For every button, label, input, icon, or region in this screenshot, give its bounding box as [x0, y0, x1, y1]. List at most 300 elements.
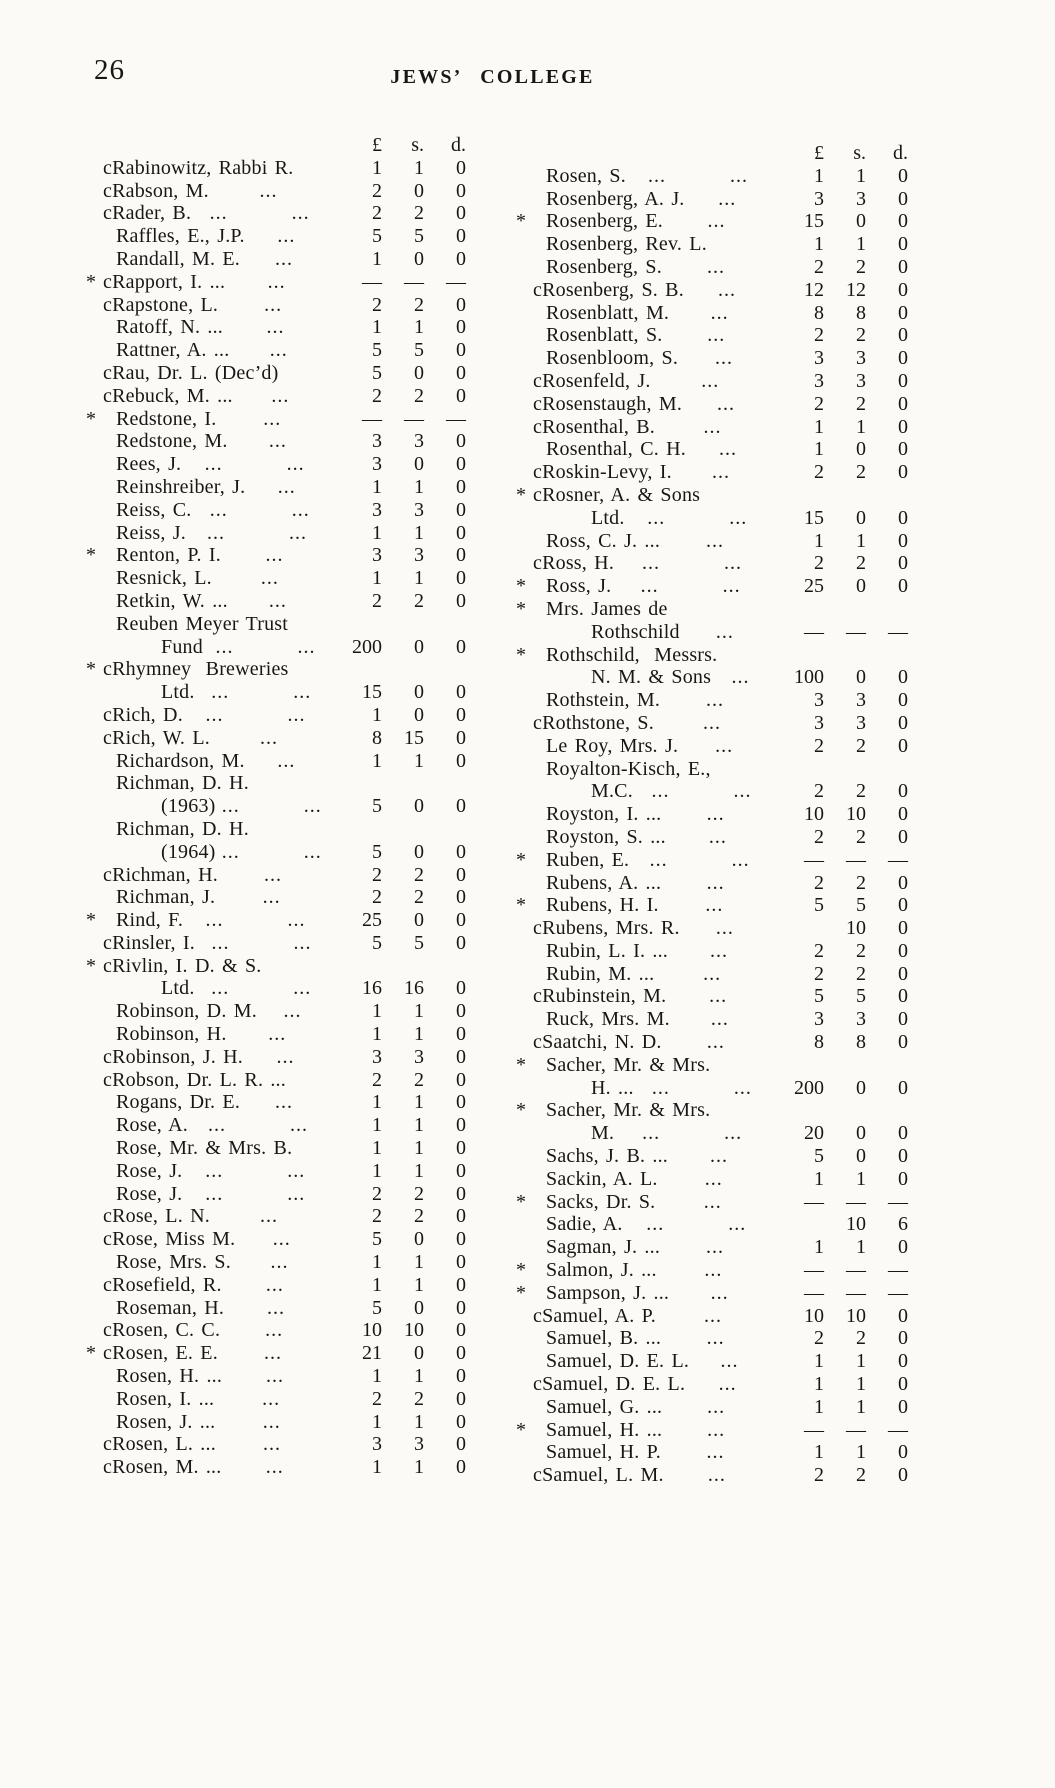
amount-pounds: 1 [372, 567, 382, 590]
amount-pounds: 2 [372, 589, 382, 612]
amount-pence: 0 [456, 339, 466, 362]
amount-pence: 0 [456, 749, 466, 772]
amount-pounds: 5 [372, 795, 382, 818]
amount-pence: 0 [456, 293, 466, 316]
donor-name: Reinshreiber, J. [116, 475, 246, 498]
amount-pounds: 1 [372, 1456, 382, 1479]
amount-pence: 0 [898, 1395, 908, 1418]
amount-pounds: 2 [814, 1327, 824, 1350]
amount-shillings: — [404, 407, 424, 430]
amount-pence: 0 [456, 430, 466, 453]
donor-name: Rosenberg, A. J. [546, 187, 685, 210]
donor-name: Ltd. [161, 681, 195, 704]
leader-dots: ... [715, 620, 734, 643]
amount-shillings: — [846, 1190, 866, 1213]
table-row [516, 575, 908, 598]
table-row [86, 886, 466, 909]
table-row [86, 1114, 466, 1137]
amount-pence: 0 [898, 278, 908, 301]
donor-name: Royalton-Kisch, E., [546, 757, 711, 780]
amount-pounds: — [804, 848, 824, 871]
leader-dots: ... [265, 1456, 284, 1479]
leader-dots: ... ... [209, 202, 310, 225]
amount-pounds: 2 [372, 1205, 382, 1228]
amount-pounds: 16 [362, 977, 382, 1000]
amount-shillings: 3 [414, 1433, 424, 1456]
amount-shillings: 3 [856, 347, 866, 370]
amount-shillings: 1 [414, 1273, 424, 1296]
table-row [516, 347, 908, 370]
leader-dots: ... [707, 210, 726, 233]
amount-pounds: 5 [372, 840, 382, 863]
table-row [86, 271, 466, 294]
amount-shillings: 1 [414, 1023, 424, 1046]
amount-pounds: 2 [814, 780, 824, 803]
leader-dots: ... [710, 301, 729, 324]
amount-shillings: 12 [846, 278, 866, 301]
donor-name: Robinson, H. [116, 1023, 227, 1046]
donor-name: Mrs. James de [546, 597, 668, 620]
table-row [516, 233, 908, 256]
table-row [516, 1282, 908, 1305]
amount-pounds: 3 [814, 347, 824, 370]
amount-shillings: 0 [856, 210, 866, 233]
amount-pence: 0 [898, 438, 908, 461]
table-row [516, 872, 908, 895]
donor-name: cRubinstein, M. [533, 985, 667, 1008]
amount-shillings: 0 [414, 1228, 424, 1251]
amount-pence: 0 [456, 681, 466, 704]
donor-name: Royston, S. ... [546, 825, 666, 848]
amount-pence: 0 [898, 552, 908, 575]
donor-list-right-column [516, 142, 908, 1487]
amount-pounds: 8 [372, 726, 382, 749]
amount-pence: — [888, 1190, 908, 1213]
amount-pounds: 1 [814, 1373, 824, 1396]
leader-dots: ... [703, 962, 722, 985]
table-row [516, 1373, 908, 1396]
amount-shillings: 10 [846, 1213, 866, 1236]
shillings-header: s. [853, 142, 866, 164]
amount-shillings: 1 [414, 567, 424, 590]
amount-pence: 0 [456, 931, 466, 954]
amount-pounds: 2 [814, 734, 824, 757]
amount-shillings: 1 [414, 1137, 424, 1160]
donor-name: M. [591, 1122, 615, 1145]
amount-pence: 0 [456, 316, 466, 339]
table-row [86, 864, 466, 887]
leader-dots: ... ... [211, 681, 312, 704]
table-row [86, 1205, 466, 1228]
donor-name: Ross, J. [546, 575, 612, 598]
amount-pounds: 1 [372, 1137, 382, 1160]
amount-shillings: 2 [856, 780, 866, 803]
donor-name: Salmon, J. ... [546, 1259, 657, 1282]
table-row [86, 658, 466, 681]
covenant-star: * [516, 1053, 526, 1076]
table-row [516, 507, 908, 530]
covenant-star: * [516, 1418, 526, 1441]
table-row [86, 590, 466, 613]
leader-dots: ... ... [204, 453, 305, 476]
donor-name: Ruben, E. [546, 848, 630, 871]
leader-dots: ... ... [205, 703, 306, 726]
amount-pounds: 5 [372, 225, 382, 248]
amount-pounds: 1 [814, 1167, 824, 1190]
donor-name: cRose, L. N. [103, 1205, 210, 1228]
amount-pounds: 15 [362, 681, 382, 704]
covenant-star: * [516, 575, 526, 598]
leader-dots: ... [707, 1464, 726, 1487]
amount-shillings: 1 [856, 1373, 866, 1396]
leader-dots: ... ... [211, 977, 312, 1000]
amount-pounds: 21 [362, 1342, 382, 1365]
donor-name: Richman, D. H. [116, 772, 249, 795]
donor-name: cRich, W. L. [103, 726, 210, 749]
amount-pounds: 1 [814, 1395, 824, 1418]
amount-pounds: 200 [794, 1076, 824, 1099]
amount-pence: 0 [898, 894, 908, 917]
amount-shillings: 2 [414, 1068, 424, 1091]
amount-shillings: 5 [414, 225, 424, 248]
table-row [86, 499, 466, 522]
amount-shillings: — [846, 1259, 866, 1282]
table-row [86, 1342, 466, 1365]
leader-dots: ... ... [646, 1213, 747, 1236]
amount-pounds: 2 [372, 179, 382, 202]
amount-shillings: 0 [856, 1145, 866, 1168]
donor-name: cRosen, M. ... [103, 1456, 222, 1479]
amount-pence: 0 [898, 1008, 908, 1031]
amount-pounds: 3 [814, 187, 824, 210]
covenant-star: * [516, 597, 526, 620]
amount-shillings: 0 [856, 506, 866, 529]
donor-name: cRau, Dr. L. (Dec’d) [103, 361, 279, 384]
donor-name: Reiss, J. [116, 521, 186, 544]
amount-shillings: 1 [856, 1350, 866, 1373]
table-row [86, 1046, 466, 1069]
donor-name: Samuel, D. E. L. [546, 1350, 690, 1373]
donor-name: Rosen, H. ... [116, 1365, 223, 1388]
amount-pence: 0 [898, 529, 908, 552]
leader-dots: ... [259, 726, 278, 749]
table-row [86, 1137, 466, 1160]
leader-dots: ... [703, 1190, 722, 1213]
amount-pence: 0 [898, 210, 908, 233]
amount-shillings: 1 [856, 164, 866, 187]
amount-pence: — [446, 407, 466, 430]
amount-shillings: 10 [404, 1319, 424, 1342]
table-row [86, 681, 466, 704]
donor-name: cRosefield, R. [103, 1273, 222, 1296]
donor-name: cSamuel, L. M. [533, 1464, 664, 1487]
table-row [516, 1396, 908, 1419]
table-row [86, 180, 466, 203]
donor-name: Rosenberg, Rev. L. [546, 233, 707, 256]
amount-shillings: 2 [856, 939, 866, 962]
amount-pounds: 3 [814, 1008, 824, 1031]
table-row [516, 963, 908, 986]
amount-shillings: 2 [856, 552, 866, 575]
amount-shillings: 0 [414, 840, 424, 863]
leader-dots: ... [262, 886, 281, 909]
table-row [516, 1054, 908, 1077]
amount-pounds: 2 [814, 392, 824, 415]
table-row [516, 1099, 908, 1122]
table-row [516, 666, 908, 689]
shillings-header: s. [411, 134, 424, 156]
leader-dots: ... [267, 1296, 286, 1319]
amount-pence: 0 [456, 635, 466, 658]
amount-pounds: 2 [372, 1182, 382, 1205]
table-row [516, 256, 908, 279]
donor-name: cRosner, A. & Sons [533, 483, 701, 506]
donor-name: cRoskin-Levy, I. [533, 461, 672, 484]
amount-shillings: 2 [856, 962, 866, 985]
amount-pence: 0 [456, 1387, 466, 1410]
table-row [516, 849, 908, 872]
donor-name: cRich, D. [103, 703, 183, 726]
amount-shillings: 0 [414, 635, 424, 658]
amount-shillings: 3 [856, 689, 866, 712]
table-row [86, 1251, 466, 1274]
amount-pence: 0 [898, 506, 908, 529]
amount-pounds: 3 [372, 1045, 382, 1068]
amount-pounds: 1 [372, 316, 382, 339]
amount-pence: 0 [456, 886, 466, 909]
leader-dots: ... ... [207, 1114, 308, 1137]
amount-header [516, 142, 908, 165]
amount-pounds: 1 [372, 1000, 382, 1023]
amount-pounds: 3 [372, 1433, 382, 1456]
leader-dots: ... [263, 407, 282, 430]
table-row [516, 1008, 908, 1031]
table-row [516, 985, 908, 1008]
amount-shillings: 2 [856, 392, 866, 415]
leader-dots: ... [706, 689, 725, 712]
covenant-star: * [516, 894, 526, 917]
table-row [516, 735, 908, 758]
amount-pounds: 1 [372, 1365, 382, 1388]
amount-pounds: 15 [804, 506, 824, 529]
donor-name: Raffles, E., J.P. [116, 225, 245, 248]
amount-pence: 0 [456, 1205, 466, 1228]
amount-pence: 0 [456, 1273, 466, 1296]
amount-pounds: 2 [814, 255, 824, 278]
amount-pounds: 5 [814, 894, 824, 917]
table-row [86, 453, 466, 476]
amount-pence: 0 [456, 567, 466, 590]
amount-pence: 0 [456, 453, 466, 476]
donor-name: Robinson, D. M. [116, 1000, 257, 1023]
covenant-star: * [516, 1099, 526, 1122]
leader-dots: ... [277, 475, 296, 498]
amount-pence: 0 [456, 909, 466, 932]
amount-pounds: 3 [814, 689, 824, 712]
donor-name: Rubin, L. I. ... [546, 939, 668, 962]
table-row [516, 1464, 908, 1487]
donor-name: Ltd. [591, 506, 625, 529]
donor-name: Rose, A. [116, 1114, 188, 1137]
amount-pence: 0 [898, 461, 908, 484]
amount-shillings: 1 [856, 1167, 866, 1190]
table-row [86, 1433, 466, 1456]
leader-dots: ... [275, 247, 293, 270]
amount-pounds: 5 [372, 1296, 382, 1319]
donor-name: Rubens, H. I. [546, 894, 659, 917]
leader-dots: ... [717, 392, 736, 415]
donor-name: Rosenberg, E. [546, 210, 663, 233]
amount-shillings: — [846, 848, 866, 871]
leader-dots: ... [265, 1273, 284, 1296]
amount-shillings: 1 [414, 1000, 424, 1023]
amount-pence: 0 [898, 1304, 908, 1327]
leader-dots: ... [718, 438, 737, 461]
amount-shillings: 3 [856, 1008, 866, 1031]
table-row [516, 370, 908, 393]
donor-name: cRosen, C. C. [103, 1319, 221, 1342]
table-row [86, 818, 466, 841]
table-row [86, 1297, 466, 1320]
amount-shillings: 2 [856, 871, 866, 894]
amount-shillings: 1 [414, 1114, 424, 1137]
leader-dots: ... ... [647, 506, 748, 529]
amount-pence: 0 [456, 1137, 466, 1160]
amount-pence: 0 [456, 475, 466, 498]
table-row [86, 977, 466, 1000]
leader-dots: ... [268, 1023, 287, 1046]
donor-name: Samuel, B. ... [546, 1327, 662, 1350]
donor-name: M.C. [591, 780, 633, 803]
amount-shillings: 5 [856, 985, 866, 1008]
amount-pence: 0 [898, 369, 908, 392]
table-row [516, 1441, 908, 1464]
amount-pence: 0 [456, 1091, 466, 1114]
donor-name: Rubens, A. ... [546, 871, 662, 894]
table-row [516, 165, 908, 188]
amount-shillings: 10 [846, 803, 866, 826]
table-row [86, 544, 466, 567]
amount-shillings: 2 [414, 1205, 424, 1228]
amount-shillings: 0 [414, 1296, 424, 1319]
donor-name: cRabinowitz, Rabbi R. [103, 156, 294, 179]
donor-name: Samuel, H. ... [546, 1418, 663, 1441]
donor-name: Reiss, C. [116, 498, 192, 521]
amount-pounds: 1 [372, 749, 382, 772]
donor-name: Rosenthal, C. H. [546, 438, 686, 461]
covenant-star: * [516, 1190, 526, 1213]
amount-pence: 0 [456, 863, 466, 886]
table-row [516, 530, 908, 553]
amount-pounds: — [804, 1281, 824, 1304]
donor-name: Ltd. [161, 977, 195, 1000]
amount-pounds: 3 [814, 711, 824, 734]
amount-shillings: 1 [414, 156, 424, 179]
leader-dots: ... [264, 293, 283, 316]
table-row [516, 416, 908, 439]
amount-pence: 0 [898, 917, 908, 940]
covenant-star: * [86, 544, 96, 567]
table-row [86, 430, 466, 453]
amount-shillings: 1 [856, 415, 866, 438]
leader-dots: ... [265, 544, 284, 567]
amount-shillings: 2 [856, 324, 866, 347]
leader-dots: ... [704, 1259, 723, 1282]
amount-pence: 0 [898, 871, 908, 894]
table-row [86, 772, 466, 795]
amount-pounds: 8 [814, 1031, 824, 1054]
amount-pence: 0 [898, 1373, 908, 1396]
amount-pence: 0 [898, 939, 908, 962]
amount-pence: 0 [456, 225, 466, 248]
table-row [86, 1000, 466, 1023]
donor-name: Redstone, I. [116, 407, 217, 430]
amount-pounds: 2 [372, 863, 382, 886]
amount-pounds: 2 [814, 1464, 824, 1487]
table-row [86, 225, 466, 248]
table-row [86, 750, 466, 773]
donor-name: cRoss, H. [533, 552, 615, 575]
amount-pence: — [888, 1418, 908, 1441]
leader-dots: ... [267, 270, 286, 293]
amount-pence: 0 [456, 1182, 466, 1205]
page-number: 26 [94, 54, 125, 86]
donor-name: Richman, J. [116, 886, 216, 909]
amount-pence: 0 [898, 187, 908, 210]
amount-pence: 0 [456, 1023, 466, 1046]
amount-pence: 0 [456, 589, 466, 612]
donor-name: cRosen, L. ... [103, 1433, 216, 1456]
amount-pence: 0 [456, 498, 466, 521]
amount-pounds: 2 [814, 939, 824, 962]
donor-name: Rosen, I. ... [116, 1387, 215, 1410]
amount-shillings: 2 [856, 1327, 866, 1350]
amount-pence: 0 [456, 1228, 466, 1251]
donor-name: cRinsler, I. [103, 931, 195, 954]
amount-pounds: 1 [372, 1023, 382, 1046]
amount-pounds: 1 [814, 438, 824, 461]
leader-dots: ... [715, 917, 734, 940]
amount-pounds: 2 [372, 1387, 382, 1410]
amount-pence: 0 [898, 392, 908, 415]
leader-dots: ... [709, 985, 728, 1008]
amount-pence: 0 [456, 726, 466, 749]
leader-dots: ... [707, 1418, 726, 1441]
leader-dots: ... [709, 939, 728, 962]
amount-shillings: 0 [414, 795, 424, 818]
table-row [516, 1077, 908, 1100]
amount-pounds: — [804, 1418, 824, 1441]
table-row [86, 795, 466, 818]
donor-name: cSamuel, A. P. [533, 1304, 656, 1327]
amount-pence: 0 [456, 1159, 466, 1182]
donor-name: cRhymney Breweries [103, 658, 289, 681]
donor-name: Ratoff, N. ... [116, 316, 223, 339]
leader-dots: ... [711, 461, 730, 484]
amount-shillings: 0 [414, 361, 424, 384]
donor-name: Rosenblatt, S. [546, 324, 663, 347]
amount-shillings: 2 [414, 589, 424, 612]
amount-pounds: 2 [814, 962, 824, 985]
leader-dots: ... [715, 734, 734, 757]
amount-pounds: 5 [372, 1228, 382, 1251]
leader-dots: ... [259, 179, 278, 202]
leader-dots: ... [269, 339, 288, 362]
leader-dots: ... ... [221, 840, 322, 863]
amount-shillings: 0 [414, 909, 424, 932]
amount-pence: 0 [898, 1350, 908, 1373]
table-row [86, 408, 466, 431]
